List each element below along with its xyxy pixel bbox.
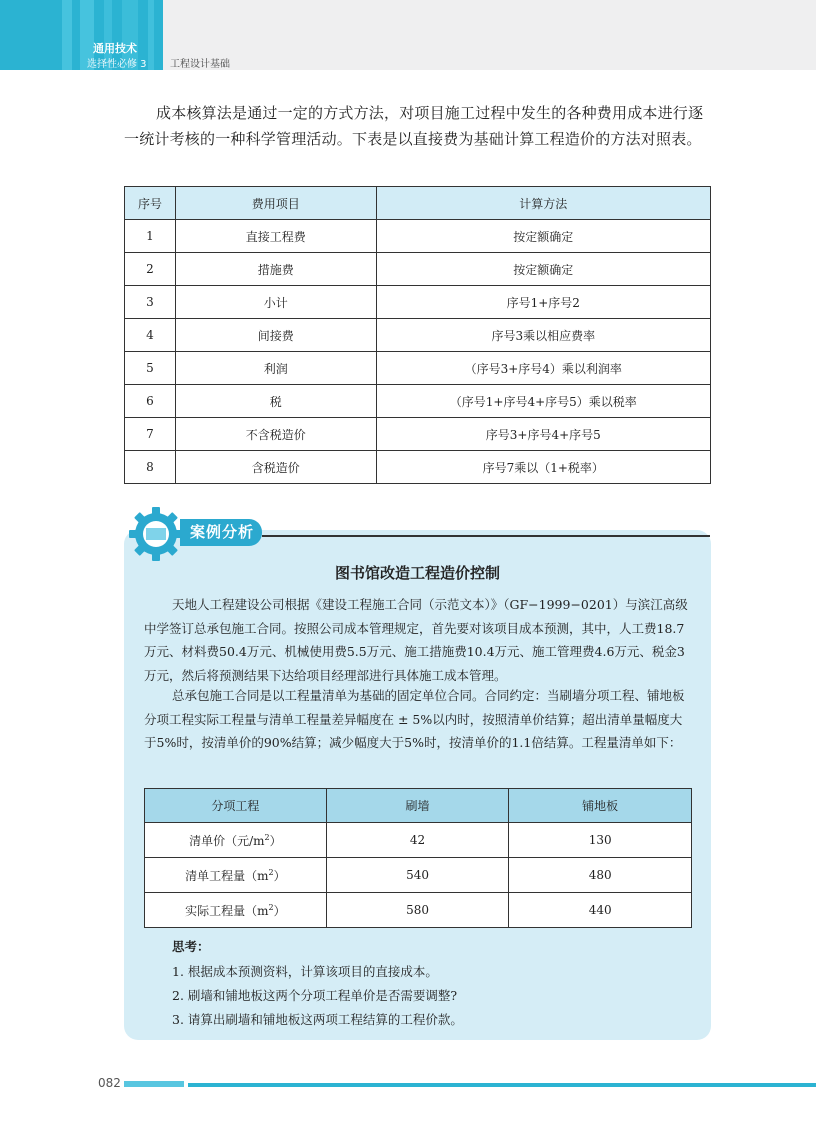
table-cell: 580 bbox=[326, 893, 509, 928]
table-cell: 130 bbox=[509, 823, 692, 858]
table-row bbox=[125, 451, 711, 484]
column-header: 费用项目 bbox=[175, 187, 376, 220]
table-row bbox=[125, 385, 711, 418]
intro-paragraph: 成本核算法是通过一定的方式方法，对项目施工过程中发生的各种费用成本进行逐一统计考核的一种科学管理活动。下表是以直接费为基础计算工程造价的方法对照表。 bbox=[124, 104, 704, 148]
table-cell: 小计 bbox=[175, 286, 376, 319]
think-heading: 思考： bbox=[172, 939, 210, 954]
table-cell: 8 bbox=[125, 451, 176, 484]
unit-superscript: 2 bbox=[268, 867, 274, 877]
quantity-table bbox=[144, 788, 692, 928]
question-item: 1. 根据成本预测资料，计算该项目的直接成本。 bbox=[172, 964, 438, 979]
unit-superscript: 2 bbox=[264, 832, 270, 842]
column-header: 刷墙 bbox=[326, 789, 509, 823]
column-header: 序号 bbox=[125, 187, 176, 220]
table-cell: 序号1+序号2 bbox=[376, 286, 710, 319]
column-header: 计算方法 bbox=[376, 187, 710, 220]
table-cell: 按定额确定 bbox=[376, 253, 710, 286]
case-paragraph-1: 天地人工程建设公司根据《建设工程施工合同（示范文本）》（GF−1999−0201）与滨江高级中学签订总承包施工合同。按照公司成本管理规定，首先要对该项目成本预测，其中，人工费18.7万元、材料费50.4万元、机械使用费5.5万元、施工措施费10.4万元、施工管理费4.6万元、税金3万元，然后将预测结果下达给项目经理部进行具体施工成本管理。 bbox=[144, 597, 688, 683]
item-label: 清单价（元/m bbox=[189, 833, 265, 848]
page-number: 082 bbox=[98, 1076, 121, 1090]
table-row bbox=[145, 858, 692, 893]
table-cell: 含税造价 bbox=[175, 451, 376, 484]
chapter-title: 工程设计基础 bbox=[170, 59, 230, 70]
question-item: 3. 请算出刷墙和铺地板这两项工程结算的工程价款。 bbox=[172, 1012, 463, 1027]
table-cell: 6 bbox=[125, 385, 176, 418]
table-cell: 利润 bbox=[175, 352, 376, 385]
table-cell: 措施费 bbox=[175, 253, 376, 286]
table-cell: 540 bbox=[326, 858, 509, 893]
table-header-row bbox=[125, 187, 711, 220]
quantity-table-body bbox=[145, 823, 692, 928]
unit-superscript: 2 bbox=[268, 902, 274, 912]
table-cell: 不含税造价 bbox=[175, 418, 376, 451]
table-cell: 序号3+序号4+序号5 bbox=[376, 418, 710, 451]
table-row bbox=[125, 220, 711, 253]
table-header-row bbox=[145, 789, 692, 823]
table-cell: 480 bbox=[509, 858, 692, 893]
table-cell: 间接费 bbox=[175, 319, 376, 352]
book-subtitle: 选择性必修 3 bbox=[87, 59, 147, 70]
table-row bbox=[125, 253, 711, 286]
item-label-close: ） bbox=[273, 903, 286, 918]
table-cell: 42 bbox=[326, 823, 509, 858]
item-label-close: ） bbox=[273, 868, 286, 883]
question-list bbox=[172, 960, 463, 1032]
column-header: 分项工程 bbox=[145, 789, 327, 823]
table-cell bbox=[145, 858, 327, 893]
item-label-close: ） bbox=[269, 833, 282, 848]
table-row bbox=[125, 418, 711, 451]
case-analysis-label: 案例分析 bbox=[180, 519, 262, 546]
book-title: 通用技术 bbox=[93, 42, 137, 55]
table-cell: 4 bbox=[125, 319, 176, 352]
table-cell: 1 bbox=[125, 220, 176, 253]
table-cell: 5 bbox=[125, 352, 176, 385]
footer-rule bbox=[188, 1083, 816, 1087]
table-cell: 按定额确定 bbox=[376, 220, 710, 253]
section-divider bbox=[262, 535, 710, 537]
table-cell bbox=[145, 893, 327, 928]
table-cell: （序号1+序号4+序号5）乘以税率 bbox=[376, 385, 710, 418]
table-cell: 440 bbox=[509, 893, 692, 928]
table-cell bbox=[145, 823, 327, 858]
item-label: 实际工程量（m bbox=[185, 903, 269, 918]
table-row bbox=[125, 286, 711, 319]
table-cell: 3 bbox=[125, 286, 176, 319]
table-cell: （序号3+序号4）乘以利润率 bbox=[376, 352, 710, 385]
table-cell: 7 bbox=[125, 418, 176, 451]
table-row bbox=[145, 893, 692, 928]
case-paragraph-2: 总承包施工合同是以工程量清单为基础的固定单位合同。合同约定：当刷墙分项工程、铺地板分项工程实际工程量与清单工程量差异幅度在 ± 5%以内时，按照清单价结算；超出清单量幅度大于5%时，按清单价的90%结算；减少幅度大于5%时，按清单价的1.1倍结算。工程量清单如下： bbox=[144, 688, 685, 750]
table-cell: 序号3乘以相应费率 bbox=[376, 319, 710, 352]
question-item: 2. 刷墙和铺地板这两个分项工程单价是否需要调整? bbox=[172, 988, 458, 1003]
item-label: 清单工程量（m bbox=[185, 868, 269, 883]
table-cell: 序号7乘以（1+税率） bbox=[376, 451, 710, 484]
footer-accent-bar bbox=[124, 1081, 184, 1087]
gear-icon bbox=[128, 506, 184, 562]
table-cell: 直接工程费 bbox=[175, 220, 376, 253]
column-header: 铺地板 bbox=[509, 789, 692, 823]
table-cell: 税 bbox=[175, 385, 376, 418]
table-row bbox=[125, 319, 711, 352]
table-row bbox=[145, 823, 692, 858]
table-cell: 2 bbox=[125, 253, 176, 286]
table-row bbox=[125, 352, 711, 385]
case-title: 图书馆改造工程造价控制 bbox=[334, 564, 500, 582]
cost-table-body bbox=[125, 220, 711, 484]
cost-method-table bbox=[124, 186, 711, 484]
